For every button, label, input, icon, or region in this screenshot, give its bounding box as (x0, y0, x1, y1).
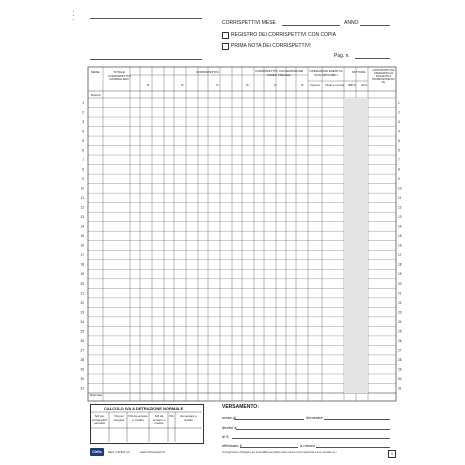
versamento-mese-field[interactable] (234, 419, 304, 420)
row-number: 3 (82, 119, 84, 124)
row-number: 12 (398, 205, 402, 210)
row-number: 20 (80, 281, 84, 286)
col-corrispettivi-header: CORRISPETTIVI (196, 70, 220, 74)
row-number: 14 (398, 224, 402, 229)
row-number: 10 (80, 186, 84, 191)
a-riportare-label: Riportare (90, 393, 103, 397)
row-number: 24 (398, 319, 402, 324)
calc-col-4: IVA da versare o credito (152, 414, 166, 426)
row-number: 13 (398, 215, 402, 220)
calcolo-iva-title: CALCOLO IVA A DETRAZIONE NORMALE (104, 406, 184, 411)
row-number: 8 (82, 167, 84, 172)
col-emissione-header: CORRISPETTIVI CON EMISSIONE RICEV. FISCALE (254, 69, 303, 77)
versamento-title: VERSAMENTO: (222, 404, 259, 410)
row-number: 30 (80, 376, 84, 381)
percent-sign: % (274, 83, 277, 87)
row-number: 26 (80, 338, 84, 343)
calcolo-iva-grid (68, 8, 398, 460)
versamento-mese-label: mese di (222, 415, 237, 420)
row-number: 4 (82, 129, 84, 134)
cirfio-logo: Cirfio (90, 448, 104, 456)
col-totale-header: TOTALE CORRISPETTIVI GIORNALIERI (108, 70, 132, 82)
sub-num-header: nF.A. (361, 83, 368, 87)
percent-sign: % (216, 83, 219, 87)
row-number: 25 (398, 329, 402, 334)
row-number: 27 (398, 348, 402, 353)
row-number: 24 (80, 319, 84, 324)
row-number: 17 (80, 253, 84, 258)
row-number: 1 (82, 100, 84, 105)
col-mese-header: MESE (91, 70, 100, 74)
row-number: 7 (398, 158, 400, 163)
mese-label: CORRISPETTIVI MESE (222, 20, 276, 26)
row-number: 16 (398, 243, 402, 248)
versamento-importo-field[interactable] (232, 438, 390, 439)
calc-col-3: IVA da versare e credito (128, 414, 148, 422)
col-esenti-header: OPERAZIONI ESENTI E NON IMPONIBILI (309, 69, 343, 77)
row-number: 18 (80, 262, 84, 267)
row-number: 11 (80, 196, 84, 201)
versamento-diretto-field[interactable] (236, 429, 390, 430)
form-sheet (68, 8, 402, 460)
calc-col-1: IVA per corrispettivi periodici (91, 414, 108, 426)
row-number: 29 (398, 367, 402, 372)
pag-label: Pag. n. (334, 53, 350, 59)
sub-importo-header: Importo (310, 83, 321, 87)
row-number: 15 (398, 234, 402, 239)
sub-iva-header: IMP.A. (348, 83, 357, 87)
row-number: 26 (398, 338, 402, 343)
row-number: 23 (80, 310, 84, 315)
calc-col-2: IVA per acquisti (113, 414, 125, 422)
row-number: 21 (398, 291, 402, 296)
row-number: 30 (398, 376, 402, 381)
sub-titolo-header: Titolo e norma (325, 83, 345, 87)
versamento-effettuato-field[interactable] (240, 447, 298, 448)
registro-label: REGISTRO DEI CORRISPETTIVI CON COPIA (231, 32, 337, 38)
row-number: 18 (398, 262, 402, 267)
row-number: 16 (80, 243, 84, 248)
row-number: 5 (82, 139, 84, 144)
anno-label: ANNO (344, 20, 359, 26)
versamento-importo-label: di € (222, 434, 229, 439)
row-number: 6 (398, 148, 400, 153)
percent-sign: % (246, 83, 249, 87)
versamento-trimestre-field[interactable] (324, 419, 390, 420)
row-number: 17 (398, 253, 402, 258)
row-number: 19 (80, 272, 84, 277)
row-number: 28 (80, 357, 84, 362)
row-number: 29 (80, 367, 84, 372)
row-number: 9 (398, 177, 400, 182)
row-number: 1 (398, 100, 400, 105)
prima-nota-label: PRIMA NOTA DEI CORRISPETTIVI (231, 43, 311, 49)
riporto-label: Riporto (91, 93, 101, 97)
percent-sign: % (181, 83, 184, 87)
row-number: 3 (398, 119, 400, 124)
row-number: 23 (398, 310, 402, 315)
versamento-mezzo-field[interactable] (316, 447, 390, 448)
versamento-mezzo-label: a mezzo (300, 443, 316, 448)
calc-col-6: da versare o credito (180, 414, 197, 422)
row-number: 6 (82, 148, 84, 153)
row-number: 25 (80, 329, 84, 334)
row-number: 15 (80, 234, 84, 239)
row-number: 8 (398, 167, 400, 172)
row-number: 10 (398, 186, 402, 191)
versamento-diretto-label: diretto a (222, 425, 237, 430)
model-code: Mod. CR 827 (c) (108, 450, 131, 454)
row-number: 7 (82, 158, 84, 163)
percent-sign: % (147, 83, 150, 87)
row-number: 22 (80, 300, 84, 305)
row-number: 11 (398, 196, 402, 201)
row-number: 5 (398, 139, 400, 144)
row-number: 2 (398, 110, 400, 115)
row-number: 2 (82, 110, 84, 115)
versamento-trimestre-label: /trimestre (306, 415, 323, 420)
row-number: 14 (80, 224, 84, 229)
row-number: 27 (80, 348, 84, 353)
row-number: 13 (80, 215, 84, 220)
row-number: 28 (398, 357, 402, 362)
website: www.cirfioregistri.it (140, 450, 165, 454)
row-number: 19 (398, 272, 402, 277)
row-number: 21 (80, 291, 84, 296)
col-fatture-header: FATTURE (352, 70, 366, 74)
row-number: 31 (80, 386, 84, 391)
row-number: 22 (398, 300, 402, 305)
percent-sign: % (301, 83, 304, 87)
col-altri-header: ALTRI IMPORTI (NO OPERAZIONI IVA SOGGETTE A TRASMISSIONE INV. 21) (371, 69, 396, 84)
row-number: 4 (398, 129, 400, 134)
row-number: 20 (398, 281, 402, 286)
page-number-box: 1 (388, 450, 396, 458)
row-number: 31 (398, 386, 402, 391)
row-number: 12 (80, 205, 84, 210)
versamento-note: (1) Registrazioni obbligatorie per la contabilità semplificata delle imprese minori (apposizione d'iva, pluralità ecc.) (222, 452, 337, 454)
calc-col-5: IVA (169, 414, 174, 418)
versamento-effettuato-label: effettuato il (222, 443, 242, 448)
row-number: 9 (82, 177, 84, 182)
